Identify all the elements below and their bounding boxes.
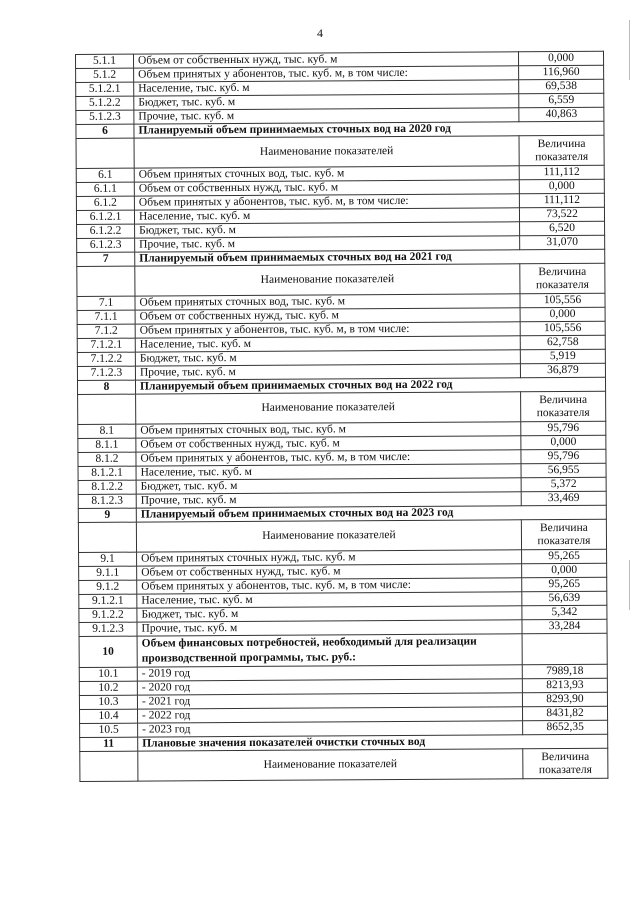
- row-code: 7.1.2.1: [77, 338, 135, 352]
- section-heading-row: [79, 633, 607, 667]
- row-value: 0,000: [522, 563, 607, 578]
- indicators-table-wrapper: [75, 51, 607, 782]
- section-number: 8: [77, 380, 135, 394]
- row-code: 5.1.2.3: [76, 110, 134, 124]
- row-value: 0,000: [521, 435, 606, 450]
- row-value: 33,469: [521, 491, 606, 506]
- row-name: Бюджет, тыс. куб. м: [135, 222, 520, 238]
- row-name: Объем принятых у абонентов, тыс. куб. м, в том числе:: [134, 66, 519, 82]
- row-name: Население, тыс. куб. м: [136, 464, 521, 480]
- row-code: 9.1.2.1: [79, 594, 137, 608]
- row-name: Бюджет, тыс. куб. м: [136, 478, 521, 494]
- section-number: 6: [76, 124, 134, 138]
- row-code: 7.1.2.2: [77, 352, 135, 366]
- row-name: Объем принятых у абонентов, тыс. куб. м, в том числе:: [135, 322, 520, 338]
- column-header-name: Наименование показателей: [138, 749, 523, 781]
- row-code: 9.1.1: [79, 566, 137, 580]
- row-code: 9.1.2.3: [79, 622, 137, 636]
- row-name: Прочие, тыс. куб. м: [135, 236, 520, 252]
- column-header-row: [77, 263, 605, 296]
- column-header-value: Величина показателя: [519, 135, 604, 166]
- row-code: 10.5: [80, 723, 138, 737]
- row-value: 0,000: [518, 51, 603, 66]
- column-header-name: Наименование показателей: [135, 264, 520, 296]
- row-code: 5.1.1: [76, 54, 134, 68]
- section-title: Планируемый объем принимаемых сточных вод на 2022 год: [135, 377, 605, 394]
- column-header-row: [78, 519, 606, 552]
- row-value: 5,342: [522, 605, 607, 620]
- row-code: 10.2: [79, 681, 137, 695]
- row-value: 0,000: [520, 307, 605, 322]
- header-blank: [77, 266, 135, 296]
- column-header-name: Наименование показателей: [136, 520, 521, 552]
- row-code: 10.1: [79, 667, 137, 681]
- row-code: 9.1.2: [79, 580, 137, 594]
- column-header-value: Величина показателя: [520, 263, 605, 294]
- scan-edge-mark: [629, 20, 630, 80]
- section-number: 11: [80, 737, 138, 751]
- row-code: 7.1.2: [77, 324, 135, 338]
- row-name: Объем принятых у абонентов, тыс. куб. м, в том числе:: [137, 578, 522, 594]
- row-name: Объем принятых сточных вод, тыс. куб. м: [135, 294, 520, 310]
- row-value: 8431,82: [522, 706, 607, 721]
- row-value: 105,556: [520, 321, 605, 336]
- row-code: 6.1.2: [76, 196, 134, 210]
- row-code: 5.1.2: [76, 68, 134, 82]
- row-code: 7.1.2.3: [77, 366, 135, 380]
- row-name: Население, тыс. куб. м: [137, 592, 522, 608]
- row-value: [522, 633, 607, 665]
- row-code: 9.1: [79, 552, 137, 566]
- row-name: Объем принятых у абонентов, тыс. куб. м, в том числе:: [136, 450, 521, 466]
- column-header-value: Величина показателя: [521, 391, 606, 422]
- row-code: 6.1.2.2: [77, 224, 135, 238]
- column-header-row: [76, 135, 604, 168]
- row-name: Объем принятых сточных вод, тыс. куб. м: [136, 422, 521, 438]
- column-header-name: Наименование показателей: [134, 136, 519, 168]
- row-value: 8652,35: [523, 720, 608, 735]
- row-name: Объем от собственных нужд, тыс. куб. м: [137, 564, 522, 580]
- row-name: Объем от собственных нужд, тыс. куб. м: [134, 180, 519, 196]
- row-value: 95,796: [521, 421, 606, 436]
- row-value: 36,879: [520, 363, 605, 378]
- row-value: 31,070: [520, 235, 605, 250]
- row-name: Прочие, тыс. куб. м: [137, 620, 522, 636]
- row-name: Бюджет, тыс. куб. м: [137, 606, 522, 622]
- row-code: 10.3: [79, 695, 137, 709]
- row-code: 9.1.2.2: [79, 608, 137, 622]
- row-name: - 2022 год: [138, 707, 523, 723]
- row-code: 5.1.2.1: [76, 82, 134, 96]
- row-name: Прочие, тыс. куб. м: [135, 364, 520, 380]
- row-name: Население, тыс. куб. м: [134, 80, 519, 96]
- row-code: 5.1.2.2: [76, 96, 134, 110]
- row-code: 6.1.2.1: [76, 210, 134, 224]
- header-blank: [78, 394, 136, 424]
- row-name: - 2021 год: [137, 693, 522, 709]
- row-name: - 2023 год: [138, 721, 523, 737]
- row-value: 69,538: [519, 79, 604, 94]
- row-value: 73,522: [519, 207, 604, 222]
- row-name: Объем от собственных нужд, тыс. куб. м: [134, 52, 519, 68]
- row-name: Объем принятых сточных нужд, тыс. куб. м: [137, 550, 522, 566]
- row-value: 8213,93: [522, 678, 607, 693]
- row-value: 33,284: [522, 619, 607, 634]
- row-name: - 2019 год: [137, 665, 522, 681]
- row-code: 8.1.2.3: [78, 494, 136, 508]
- row-value: 56,955: [521, 463, 606, 478]
- row-value: 111,112: [519, 165, 604, 180]
- row-code: 8.1: [78, 424, 136, 438]
- row-value: 95,796: [521, 449, 606, 464]
- header-blank: [78, 522, 136, 552]
- row-code: 8.1.2.1: [78, 466, 136, 480]
- column-header-row: [78, 391, 606, 424]
- column-header-value: Величина показателя: [521, 519, 606, 550]
- column-header-name: Наименование показателей: [136, 392, 521, 424]
- row-name: Население, тыс. куб. м: [135, 336, 520, 352]
- scan-edge-mark: [629, 560, 630, 610]
- indicators-table-body: [76, 51, 608, 781]
- row-value: 5,372: [521, 477, 606, 492]
- row-value: 95,265: [522, 577, 607, 592]
- row-code: 7.1.1: [77, 310, 135, 324]
- row-value: 56,639: [522, 591, 607, 606]
- row-value: 5,919: [520, 349, 605, 364]
- row-name: Объем принятых у абонентов, тыс. куб. м, в том числе:: [134, 194, 519, 210]
- page-number: 4: [317, 26, 323, 40]
- column-header-row: [80, 748, 608, 781]
- row-name: Население, тыс. куб. м: [134, 208, 519, 224]
- section-title: Планируемый объем принимаемых сточных вод на 2023 год: [136, 505, 606, 522]
- row-value: 95,265: [522, 549, 607, 564]
- row-name: - 2020 год: [137, 679, 522, 695]
- section-number: 10: [79, 636, 137, 667]
- row-code: 6.1.1: [76, 182, 134, 196]
- row-code: 8.1.2.2: [78, 480, 136, 494]
- row-name: Прочие, тыс. куб. м: [136, 492, 521, 508]
- row-code: 7.1: [77, 296, 135, 310]
- row-value: 40,863: [519, 107, 604, 122]
- row-name: Объем от собственных нужд, тыс. куб. м: [135, 308, 520, 324]
- row-value: 8293,90: [522, 692, 607, 707]
- row-name: Бюджет, тыс. куб. м: [134, 94, 519, 110]
- section-title: Плановые значения показателей очистки сточных вод: [138, 734, 608, 751]
- section-number: 7: [77, 252, 135, 266]
- indicators-table: [75, 51, 608, 782]
- row-value: 111,112: [519, 193, 604, 208]
- row-name: Объем от собственных нужд, тыс. куб. м: [136, 436, 521, 452]
- row-value: 6,520: [520, 221, 605, 236]
- section-title: Планируемый объем принимаемых сточных вод на 2021 год: [135, 249, 605, 266]
- row-name: Прочие, тыс. куб. м: [134, 108, 519, 124]
- row-code: 6.1.2.3: [77, 238, 135, 252]
- row-value: 62,758: [520, 335, 605, 350]
- row-value: 0,000: [519, 179, 604, 194]
- section-title: Планируемый объем принимаемых сточных вод на 2020 год: [134, 121, 604, 138]
- row-value: 105,556: [520, 293, 605, 308]
- row-value: 6,559: [519, 93, 604, 108]
- row-code: 8.1.2: [78, 452, 136, 466]
- row-code: 8.1.1: [78, 438, 136, 452]
- row-code: 6.1: [76, 168, 134, 182]
- header-blank: [76, 138, 134, 168]
- column-header-value: Величина показателя: [523, 748, 608, 779]
- row-name: Бюджет, тыс. куб. м: [135, 350, 520, 366]
- section-number: 9: [78, 508, 136, 522]
- row-code: 10.4: [80, 709, 138, 723]
- row-value: 7989,18: [522, 664, 607, 679]
- row-value: 116,960: [519, 65, 604, 80]
- section-title: Объем финансовых потребностей, необходимый для реализации производственной программы, тыс. руб.:: [137, 634, 522, 667]
- header-blank: [80, 751, 138, 781]
- row-name: Объем принятых сточных вод, тыс. куб. м: [134, 166, 519, 182]
